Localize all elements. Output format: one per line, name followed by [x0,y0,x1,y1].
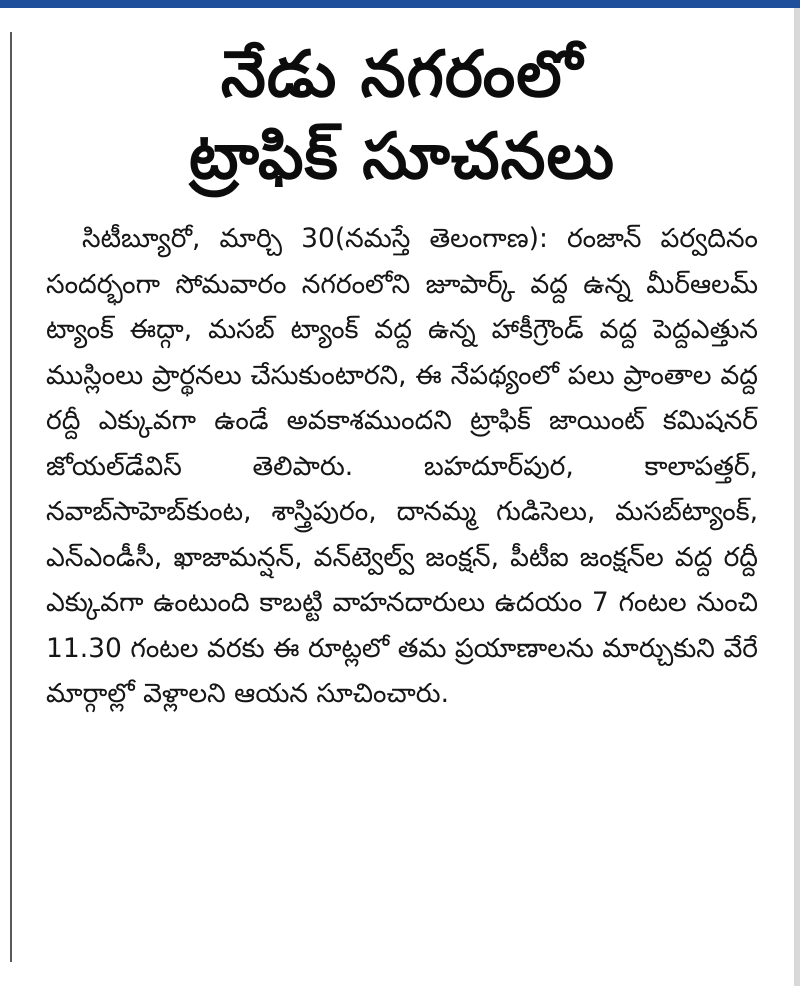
headline [46,34,758,198]
headline-line-2: ట్రాఫిక్ సూచనలు [189,120,615,194]
headline-line-1: నేడు నగరంలో [220,38,584,112]
body-paragraph: రంజాన్ పర్వదినం సందర్భంగా సోమవారం నగరంలోని జూపార్క్ వద్ద ఉన్న మీర్‌ఆలమ్ ట్యాంక్ ఈద్గా, మసబ్ ట్యాంక్ వద్ద ఉన్న హాకీగ్రౌండ్ వద్ద పెద్దఎత్తున ముస్లింలు ప్రార్థనలు చేసుకుంటారని, ఈ నేపథ్యంలో పలు ప్రాంతాల వద్ద రద్దీ ఎక్కువగా ఉండే అవకాశముందని ట్రాఫిక్ జాయింట్ కమిషనర్ జోయల్‌డేవిస్ తెలిపారు. బహదూర్‌పుర, కాలాపత్తర్, నవాబ్‌సాహెబ్‌కుంట, శాస్త్రిపురం, దానమ్మ గుడిసెలు, మసబ్‌ట్యాంక్, ఎన్‌ఎండీసీ, ఖాజామన్షన్, వన్‌ట్వెల్వ్ జంక్షన్, పీటీఐ జంక్షన్‌ల వద్ద రద్దీ ఎక్కువగా ఉంటుంది కాబట్టి వాహనదారులు ఉదయం 7 గంటల నుంచి 11.30 గంటల వరకు ఈ రూట్లలో తమ ప్రయాణాలను మార్చుకుని వేరే మార్గాల్లో వెళ్లాలని ఆయన సూచించారు. [46,223,758,709]
column-border [10,32,12,962]
dateline: సిటీబ్యూరో, మార్చి 30(నమస్తే తెలంగాణ): [82,223,548,254]
page-edge-shadow [794,8,800,986]
article-body [46,216,758,717]
news-article [46,34,758,717]
top-color-rule [0,0,800,8]
